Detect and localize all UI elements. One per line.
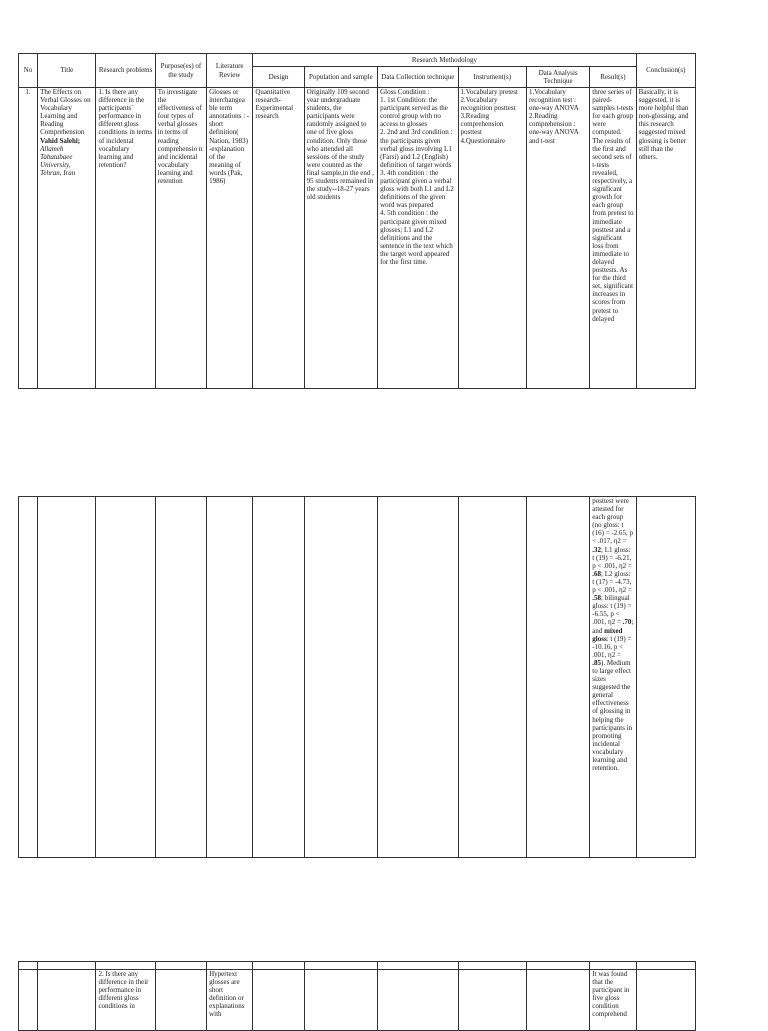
results-text: ; L1 gloss: t (19) = -6.21, p < .001, η2 = — [592, 545, 632, 570]
results-text: ; and — [592, 618, 634, 635]
empty-cell — [378, 497, 458, 858]
empty-cell — [304, 497, 377, 858]
effect-size-value: .32 — [592, 545, 602, 554]
row-number: 1. — [19, 88, 38, 389]
header-research-methodology: Research Methodology — [253, 54, 636, 67]
header-design: Design — [253, 67, 304, 88]
empty-cell — [526, 970, 589, 1031]
results-text: ; L2 gloss: t (17) = -4.73, p < .001, η2 = — [592, 569, 632, 595]
empty-cell — [155, 962, 206, 970]
empty-cell — [304, 970, 377, 1031]
literature-table-block-2 — [18, 496, 696, 858]
conclusion-cell: Basically, it is suggested, it is more helpful than non-glossing, and this research suggested mixed glossing is better still than the others. — [636, 88, 695, 389]
header-purpose: Purpose(es) of the study — [155, 54, 206, 88]
header-data-analysis: Data Analysis Technique — [526, 67, 589, 88]
literature-table-block-1 — [18, 53, 696, 389]
data-collection-cell: Gloss Condition : 1. 1st Condition: the participant served as the control group with no access to glosses 2. 2nd and 3rd condition : the participants given verbal gloss involving L1 (Farsi) and L2 (English) definition of target words 3. 4th condition : the participant given a verbal gloss with both L1 and L2 definitions of the given word was prepared 4. 5th condition : the participant given mixed glosses; L1 and L2 definitions and the sentence in the text which the target word appeared for the first time. — [378, 88, 458, 389]
results-text: posttest were attested for each group (no gloss: t (16) = -2.65, p < .017, η2 = — [592, 497, 633, 546]
instruments-cell: 1.Vocabulary pretest 2.Vocabulary recognition posttest 3.Reading comprehension posttest 4.Questionnaire — [458, 88, 526, 389]
results-continued-cell — [590, 497, 636, 858]
empty-cell — [19, 962, 38, 970]
literature-table-block-3 — [18, 961, 696, 1031]
empty-cell — [38, 962, 96, 970]
empty-cell — [253, 497, 304, 858]
population-cell: Originally 109 second year undergraduate students, the participants were randomly assigned to one of five gloss condition. Only those who attended all sessions of the study were counted as the final sample,in the end , 95 students remained in the study--18-27 years old students — [304, 88, 377, 389]
empty-cell — [304, 962, 377, 970]
empty-cell — [378, 970, 458, 1031]
purpose-cell: To investigate the effectiveness of four types of verbal glosses in terms of reading comprehensio n and incidental vocabulary learning and retention — [155, 88, 206, 389]
empty-cell — [526, 962, 589, 970]
header-data-collection: Data Collection technique — [378, 67, 458, 88]
empty-cell — [19, 497, 38, 858]
study-title-cell — [38, 88, 96, 389]
research-problems-cell: 1. Is there any difference in the participants` performance in different gloss conditions in terms of incidental vocabulary learning and retention? — [96, 88, 155, 389]
literature-review-cell: Glosses or interchangea ble term annotations : - short definition( Nation, 1983) -explanation of the meaning of words (Pak, 1986) — [207, 88, 253, 389]
header-population: Population and sample — [304, 67, 377, 88]
results-cell-2: It was found that the participant in five gloss condition comprehend — [590, 970, 636, 1031]
empty-cell — [526, 497, 589, 858]
study-affiliation: Allameh Tabatabaee University, Tehran, Iran — [40, 144, 76, 177]
design-cell: Quantitative research- Experimental research — [253, 88, 304, 389]
header-research-problems: Research problems — [96, 54, 155, 88]
empty-cell — [253, 962, 304, 970]
header-results: Result(s) — [590, 67, 636, 88]
empty-cell — [207, 497, 253, 858]
effect-size-value: .58 — [592, 594, 602, 603]
empty-cell — [458, 970, 526, 1031]
empty-cell — [253, 970, 304, 1031]
study-author: Vahid Salehi; — [40, 136, 81, 145]
empty-cell — [458, 497, 526, 858]
mixed-gloss-label: mixed gloss — [592, 626, 623, 643]
empty-cell — [636, 497, 695, 858]
literature-review-cell-2: Hypertext glosses are short definition or explanations with — [207, 970, 253, 1031]
results-text: ; bilingual gloss: t (19) = -6.55, p < .001, η2 = — [592, 594, 632, 627]
results-cell: three series of paired-samples t-tests for each group were computed. The results of the first and second sets of t-tests revealed, respectively, a significant growth for each group from pretest to immediate posttest and a significant loss from immediate to delayed posttests. As for the third set, significant increases in scores from pretest to delayed — [590, 88, 636, 389]
empty-cell — [378, 962, 458, 970]
empty-cell — [207, 962, 253, 970]
study-title: The Effects on Verbal Glosses on Vocabulary Learning and Reading Comprehension — [40, 88, 91, 137]
empty-cell — [96, 962, 155, 970]
empty-cell — [636, 962, 695, 970]
empty-cell — [19, 970, 38, 1031]
effect-size-value: .68 — [592, 569, 602, 578]
empty-cell — [38, 497, 96, 858]
empty-cell — [636, 970, 695, 1031]
results-text: ). Medium to large effect sizes suggested the general effectiveness of glossing in helping the participants in promoting incidental vocabulary learning and retention. — [592, 658, 633, 773]
header-literature-review: Literature Review — [207, 54, 253, 88]
effect-size-value: .70 — [622, 618, 632, 627]
data-analysis-cell: 1.Vocabulary recognition test : one-way ANOVA 2.Reading comprehension : one-way ANOVA and t-test — [526, 88, 589, 389]
effect-size-value: .85 — [592, 658, 602, 667]
header-instruments: Instrument(s) — [458, 67, 526, 88]
empty-cell — [96, 497, 155, 858]
empty-cell — [38, 970, 96, 1031]
header-no: No — [19, 54, 38, 88]
empty-cell — [155, 497, 206, 858]
empty-cell — [590, 962, 636, 970]
results-text: : t (19) = -10.16, p < .001, η2 = — [592, 634, 632, 659]
header-title: Title — [38, 54, 96, 88]
header-conclusion: Conclusion(s) — [636, 54, 695, 88]
research-problems-cell-2: 2. Is there any difference in their performance in different gloss conditions in — [96, 970, 155, 1031]
empty-cell — [458, 962, 526, 970]
empty-cell — [155, 970, 206, 1031]
